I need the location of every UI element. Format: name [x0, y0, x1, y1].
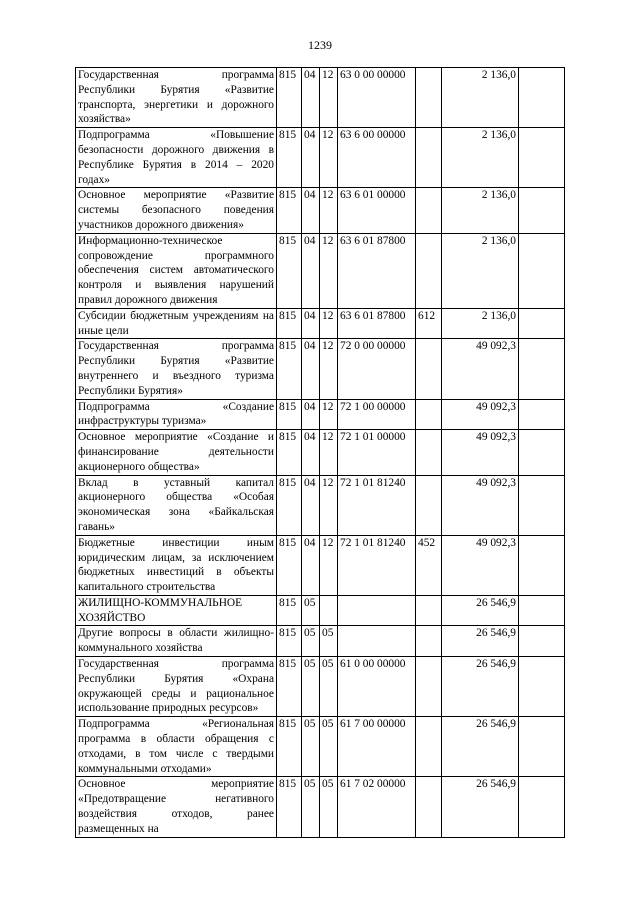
section-code: 05 [302, 777, 320, 837]
section-code: 04 [302, 188, 320, 233]
ministry-code: 815 [277, 626, 302, 657]
table-row [76, 535, 565, 595]
table-row [76, 595, 565, 626]
row-name: Другие вопросы в области жилищно-коммунального хозяйства [76, 626, 277, 657]
subsection-code: 12 [320, 188, 338, 233]
expense-type-code [416, 399, 442, 430]
ministry-code: 815 [277, 777, 302, 837]
expense-type-code [416, 188, 442, 233]
subsection-code: 12 [320, 430, 338, 475]
table-row [76, 339, 565, 399]
expense-type-code: 612 [416, 308, 442, 339]
ministry-code: 815 [277, 595, 302, 626]
target-article-code: 63 6 01 00000 [338, 188, 416, 233]
subsection-code: 05 [320, 717, 338, 777]
ministry-code: 815 [277, 188, 302, 233]
table-row [76, 777, 565, 837]
expense-type-code [416, 233, 442, 308]
section-code: 05 [302, 657, 320, 717]
section-code: 04 [302, 308, 320, 339]
amount: 2 136,0 [442, 233, 519, 308]
section-code: 04 [302, 399, 320, 430]
empty-column [519, 475, 565, 535]
ministry-code: 815 [277, 399, 302, 430]
empty-column [519, 128, 565, 188]
amount: 49 092,3 [442, 339, 519, 399]
section-code: 04 [302, 233, 320, 308]
target-article-code [338, 626, 416, 657]
target-article-code: 72 1 01 81240 [338, 475, 416, 535]
expense-type-code [416, 128, 442, 188]
expense-type-code [416, 777, 442, 837]
ministry-code: 815 [277, 233, 302, 308]
empty-column [519, 399, 565, 430]
table-row [76, 128, 565, 188]
page-number: 1239 [308, 38, 332, 52]
expense-type-code [416, 657, 442, 717]
table-row [76, 308, 565, 339]
row-name: Государственная программа Республики Бурятия «Охрана окружающей среды и рациональное использование природных ресурсов» [76, 657, 277, 717]
empty-column [519, 308, 565, 339]
section-code: 04 [302, 68, 320, 128]
table-row [76, 475, 565, 535]
section-code: 04 [302, 535, 320, 595]
table-row [76, 717, 565, 777]
target-article-code: 61 7 00 00000 [338, 717, 416, 777]
row-name: Информационно-техническое сопровождение программного обеспечения систем автоматического контроля и выявления нарушений правил дорожного движения [76, 233, 277, 308]
empty-column [519, 430, 565, 475]
target-article-code: 63 0 00 00000 [338, 68, 416, 128]
expense-type-code [416, 339, 442, 399]
empty-column [519, 233, 565, 308]
row-name: ЖИЛИЩНО-КОММУНАЛЬНОЕ ХОЗЯЙСТВО [76, 595, 277, 626]
table-row [76, 430, 565, 475]
subsection-code [320, 595, 338, 626]
table-row [76, 68, 565, 128]
ministry-code: 815 [277, 657, 302, 717]
row-name: Бюджетные инвестиции иным юридическим лицам, за исключением бюджетных инвестиций в объекты капитального строительства [76, 535, 277, 595]
expense-type-code [416, 595, 442, 626]
target-article-code: 63 6 01 87800 [338, 233, 416, 308]
empty-column [519, 595, 565, 626]
subsection-code: 12 [320, 475, 338, 535]
ministry-code: 815 [277, 308, 302, 339]
section-code: 04 [302, 128, 320, 188]
empty-column [519, 657, 565, 717]
row-name: Подпрограмма «Создание инфраструктуры туризма» [76, 399, 277, 430]
amount: 26 546,9 [442, 777, 519, 837]
subsection-code: 05 [320, 777, 338, 837]
expense-type-code: 452 [416, 535, 442, 595]
empty-column [519, 626, 565, 657]
empty-column [519, 535, 565, 595]
ministry-code: 815 [277, 430, 302, 475]
row-name: Субсидии бюджетным учреждениям на иные цели [76, 308, 277, 339]
row-name: Основное мероприятие «Создание и финансирование деятельности акционерного общества» [76, 430, 277, 475]
target-article-code [338, 595, 416, 626]
section-code: 04 [302, 475, 320, 535]
expense-type-code [416, 626, 442, 657]
ministry-code: 815 [277, 339, 302, 399]
amount: 49 092,3 [442, 430, 519, 475]
expense-type-code [416, 68, 442, 128]
ministry-code: 815 [277, 128, 302, 188]
empty-column [519, 339, 565, 399]
amount: 26 546,9 [442, 717, 519, 777]
row-name: Подпрограмма «Повышение безопасности дорожного движения в Республике Бурятия в 2014 – 2020 годах» [76, 128, 277, 188]
amount: 49 092,3 [442, 535, 519, 595]
amount: 26 546,9 [442, 626, 519, 657]
ministry-code: 815 [277, 475, 302, 535]
target-article-code: 72 1 01 00000 [338, 430, 416, 475]
target-article-code: 72 1 01 81240 [338, 535, 416, 595]
subsection-code: 12 [320, 233, 338, 308]
subsection-code: 05 [320, 626, 338, 657]
amount: 49 092,3 [442, 399, 519, 430]
amount: 26 546,9 [442, 657, 519, 717]
expense-type-code [416, 717, 442, 777]
amount: 2 136,0 [442, 308, 519, 339]
subsection-code: 12 [320, 308, 338, 339]
subsection-code: 12 [320, 339, 338, 399]
table-row [76, 399, 565, 430]
table-row [76, 626, 565, 657]
target-article-code: 61 0 00 00000 [338, 657, 416, 717]
row-name: Основное мероприятие «Предотвращение негативного воздействия отходов, ранее размещенных на [76, 777, 277, 837]
budget-table [75, 67, 565, 838]
amount: 2 136,0 [442, 68, 519, 128]
target-article-code: 61 7 02 00000 [338, 777, 416, 837]
amount: 2 136,0 [442, 188, 519, 233]
section-code: 05 [302, 626, 320, 657]
table-row [76, 188, 565, 233]
subsection-code: 12 [320, 128, 338, 188]
subsection-code: 12 [320, 68, 338, 128]
target-article-code: 63 6 00 00000 [338, 128, 416, 188]
subsection-code: 12 [320, 399, 338, 430]
section-code: 04 [302, 339, 320, 399]
subsection-code: 12 [320, 535, 338, 595]
ministry-code: 815 [277, 535, 302, 595]
section-code: 05 [302, 717, 320, 777]
empty-column [519, 777, 565, 837]
row-name: Государственная программа Республики Бурятия «Развитие транспорта, энергетики и дорожного хозяйства» [76, 68, 277, 128]
target-article-code: 72 1 00 00000 [338, 399, 416, 430]
target-article-code: 72 0 00 00000 [338, 339, 416, 399]
section-code: 04 [302, 430, 320, 475]
row-name: Основное мероприятие «Развитие системы безопасного поведения участников дорожного движения» [76, 188, 277, 233]
expense-type-code [416, 430, 442, 475]
empty-column [519, 717, 565, 777]
ministry-code: 815 [277, 68, 302, 128]
row-name: Государственная программа Республики Бурятия «Развитие внутреннего и въездного туризма Республики Бурятия» [76, 339, 277, 399]
amount: 2 136,0 [442, 128, 519, 188]
target-article-code: 63 6 01 87800 [338, 308, 416, 339]
expense-type-code [416, 475, 442, 535]
amount: 49 092,3 [442, 475, 519, 535]
table-row [76, 233, 565, 308]
ministry-code: 815 [277, 717, 302, 777]
subsection-code: 05 [320, 657, 338, 717]
row-name: Подпрограмма «Региональная программа в области обращения с отходами, в том числе с твердыми коммунальными отходами» [76, 717, 277, 777]
empty-column [519, 68, 565, 128]
section-code: 05 [302, 595, 320, 626]
row-name: Вклад в уставный капитал акционерного общества «Особая экономическая зона «Байкальская гавань» [76, 475, 277, 535]
empty-column [519, 188, 565, 233]
amount: 26 546,9 [442, 595, 519, 626]
table-row [76, 657, 565, 717]
